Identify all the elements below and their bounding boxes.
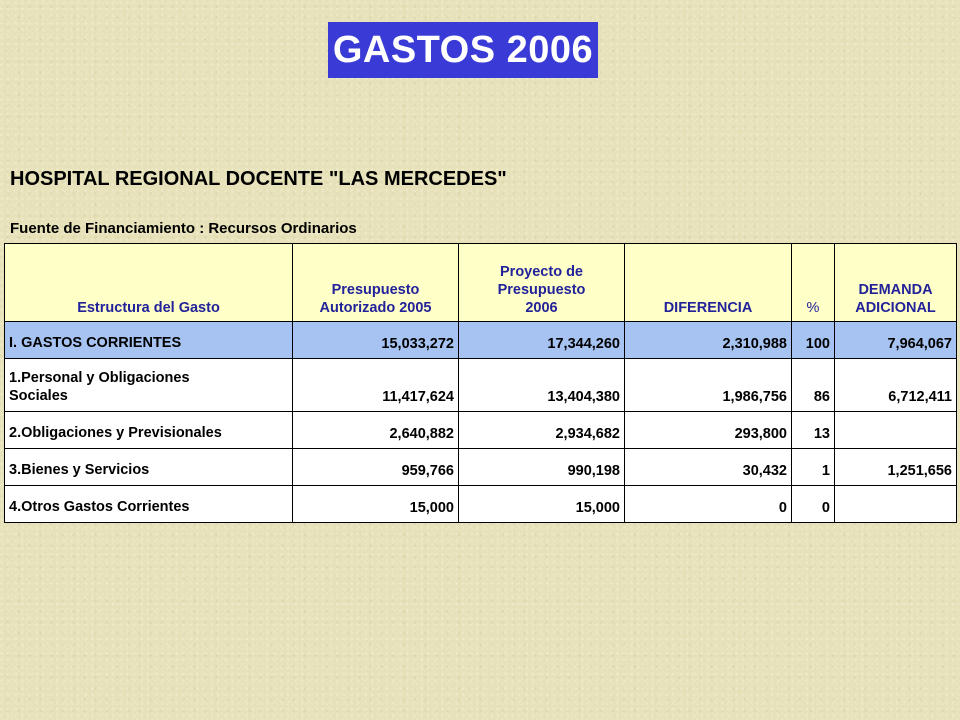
cell-estructura: 4.Otros Gastos Corrientes	[5, 486, 293, 523]
cell-diferencia: 1,986,756	[625, 359, 792, 412]
cell-proyecto: 990,198	[459, 449, 625, 486]
cell-diferencia: 2,310,988	[625, 322, 792, 359]
cell-presupuesto: 11,417,624	[293, 359, 459, 412]
table-row-bienes	[5, 449, 957, 486]
header-presupuesto-label-2: Autorizado 2005	[319, 300, 432, 316]
header-proyecto-label-2: Presupuesto	[497, 282, 586, 298]
header-demanda-label-1: DEMANDA	[858, 282, 933, 298]
cell-estructura: 3.Bienes y Servicios	[5, 449, 293, 486]
header-estructura-label: Estructura del Gasto	[77, 300, 220, 316]
cell-proyecto: 13,404,380	[459, 359, 625, 412]
header-proyecto	[459, 244, 625, 322]
cell-porcentaje: 0	[792, 486, 835, 523]
cell-demanda: 6,712,411	[835, 359, 957, 412]
header-porcentaje-label: %	[806, 300, 820, 316]
header-proyecto-label-3: 2006	[525, 300, 558, 316]
cell-proyecto: 2,934,682	[459, 412, 625, 449]
cell-estructura-line-2: Sociales	[9, 388, 68, 404]
cell-presupuesto: 15,000	[293, 486, 459, 523]
cell-diferencia: 293,800	[625, 412, 792, 449]
cell-demanda: 7,964,067	[835, 322, 957, 359]
cell-diferencia: 0	[625, 486, 792, 523]
cell-porcentaje: 100	[792, 322, 835, 359]
cell-presupuesto: 15,033,272	[293, 322, 459, 359]
cell-estructura-line-1: 1.Personal y Obligaciones	[9, 370, 190, 386]
hospital-name: HOSPITAL REGIONAL DOCENTE "LAS MERCEDES"	[10, 168, 507, 190]
table-row-otros	[5, 486, 957, 523]
header-estructura	[5, 244, 293, 322]
cell-proyecto: 15,000	[459, 486, 625, 523]
cell-demanda	[835, 486, 957, 523]
cell-estructura	[5, 359, 293, 412]
header-demanda-label-2: ADICIONAL	[855, 300, 936, 316]
cell-porcentaje: 86	[792, 359, 835, 412]
cell-demanda: 1,251,656	[835, 449, 957, 486]
table-row-personal	[5, 359, 957, 412]
cell-porcentaje: 1	[792, 449, 835, 486]
cell-presupuesto: 2,640,882	[293, 412, 459, 449]
header-diferencia-label: DIFERENCIA	[663, 300, 753, 316]
cell-estructura: I. GASTOS CORRIENTES	[5, 322, 293, 359]
header-presupuesto-label-1: Presupuesto	[331, 282, 420, 298]
cell-estructura: 2.Obligaciones y Previsionales	[5, 412, 293, 449]
table-row-gastos-corrientes	[5, 322, 957, 359]
cell-demanda	[835, 412, 957, 449]
funding-source: Fuente de Financiamiento : Recursos Ordinarios	[10, 220, 357, 237]
header-porcentaje	[792, 244, 835, 322]
header-diferencia	[625, 244, 792, 322]
cell-proyecto: 17,344,260	[459, 322, 625, 359]
table-row-obligaciones	[5, 412, 957, 449]
page-title: GASTOS 2006	[328, 22, 598, 78]
header-demanda	[835, 244, 957, 322]
cell-porcentaje: 13	[792, 412, 835, 449]
table-header-row	[5, 244, 957, 322]
cell-presupuesto: 959,766	[293, 449, 459, 486]
expenses-table	[4, 243, 957, 523]
header-presupuesto	[293, 244, 459, 322]
header-proyecto-label-1: Proyecto de	[500, 264, 583, 280]
cell-diferencia: 30,432	[625, 449, 792, 486]
